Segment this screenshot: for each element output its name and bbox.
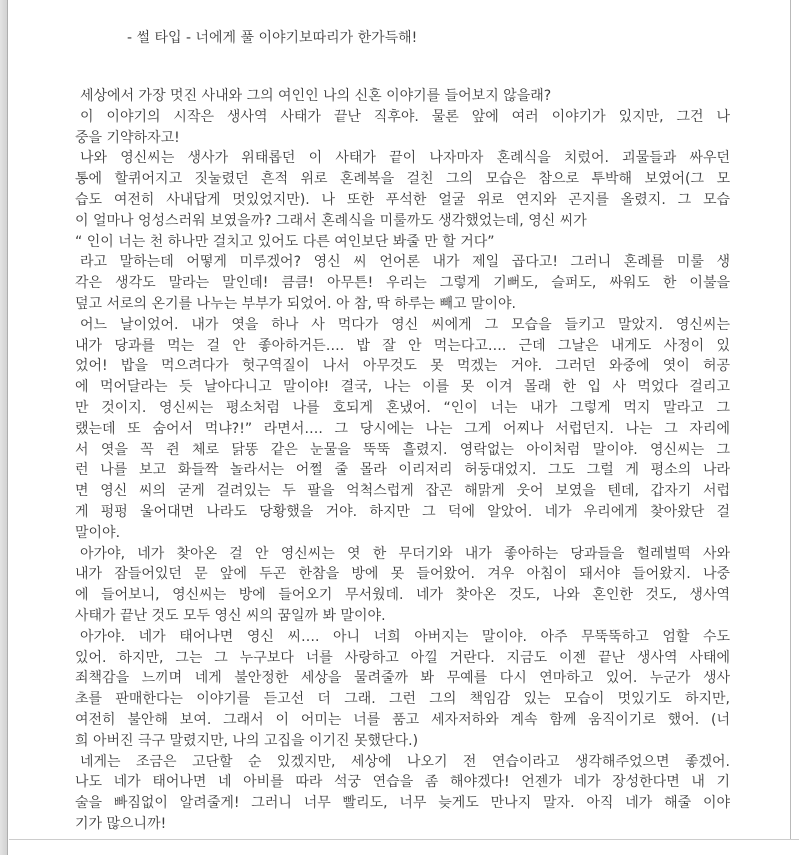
story-line: 사태가 끝난 것도 모두 영신 씨의 꿈일까 봐 말이야.	[75, 607, 386, 624]
page-right-border	[790, 0, 791, 840]
story-body	[75, 86, 730, 835]
story-line: 이 얼마나 엉성스러워 보였을까? 그래서 혼례식을 미룰까도 생각했었는데, 영신 씨가	[75, 212, 587, 229]
story-line: 초를 판매한다는 이야기를 듣고선 더 그래. 그런 그의 책임감 있는 모습이 멋있기도 하지만,	[75, 691, 730, 708]
story-line: 덮고 서로의 온기를 나누는 부부가 되었어. 아 참, 딱 하루는 빼고 말이야.	[75, 295, 516, 312]
story-line: 있어. 하지만, 그는 그 누구보다 너를 사랑하고 아낄 거란다. 지금도 이젠 끝난 생사역 사태에	[75, 649, 730, 666]
page-left-edge	[0, 0, 8, 855]
story-line: 에 들어보니, 영신씨는 방에 들어오기 무서웠데. 네가 찾아온 것도, 나와 혼인한 것도, 생사역	[75, 587, 730, 604]
story-line: 네게는 조금은 고단할 순 있겠지만, 세상에 나오기 전 연습이라고 생각해주었으면 좋겠어.	[80, 753, 730, 770]
story-line: 여전히 불안해 보여. 그래서 이 어미는 너를 품고 세자저하와 계속 함께 움직이기로 했어. (너	[75, 711, 730, 728]
story-line: 에 먹어달라는 듯 날아다니고 말이야! 결국, 나는 이를 못 이겨 몰래 한 입 사 먹었다 걸리고	[75, 379, 730, 396]
page-bottom-border	[9, 839, 799, 840]
story-line: 말이야.	[75, 524, 121, 541]
story-line: 만 것이지. 영신씨는 평소처럼 나를 호되게 혼냈어. “인이 너는 내가 그렇게 먹지 말라고 그	[75, 399, 730, 416]
story-line: 내가 당과를 먹는 걸 안 좋아하거든…. 밥 잘 안 먹는다고…. 근데 그날은 내게도 사정이 있	[75, 337, 730, 354]
story-line: 게 펑펑 울어대면 나라도 당황했을 거야. 하지만 그 덕에 알았어. 네가 우리에게 찾아왔단 걸	[75, 503, 730, 520]
story-line: 아가야. 네가 태어나면 영신 씨…. 아니 너희 아버지는 말이야. 아주 무뚝뚝하고 엄할 수도	[80, 628, 730, 645]
story-line: 서 엿을 꼭 쥔 체로 닭똥 같은 눈물을 뚝뚝 흘렸지. 영락없는 아이처럼 말이야. 영신씨는 그	[75, 441, 730, 458]
story-line: “ 인이 너는 천 하나만 걸치고 있어도 다른 여인보단 봐줄 만 할 거다”	[75, 233, 495, 250]
story-line: 각은 생각도 말라는 말인데! 큼큼! 아무튼! 우리는 그렇게 기뻐도, 슬퍼도, 싸워도 한 이불을	[75, 275, 730, 292]
story-line: 중을 기약하자고!	[75, 129, 180, 146]
story-line: 기가 많으니까!	[75, 815, 167, 832]
story-line: 었어! 밥을 먹으려다가 헛구역질이 나서 아무것도 못 먹겠는 거야. 그러던 와중에 엿이 허공	[75, 358, 730, 375]
story-title: - 썰 타입 - 너에게 풀 이야기보따리가 한가득해!	[127, 30, 418, 46]
story-line: 술을 빠짐없이 알려줄게! 그러니 너무 빨리도, 너무 늦게도 만나지 말자. 아직 네가 해줄 이야	[75, 795, 730, 812]
story-line: 나도 네가 태어나면 네 아비를 따라 석궁 연습을 좀 해야겠다! 언젠가 네가 장성한다면 내 기	[75, 774, 730, 791]
document-page	[75, 28, 730, 835]
story-line: 아가야, 네가 찾아온 걸 안 영신씨는 엿 한 무더기와 내가 좋아하는 당과들을 헐레벌떡 사와	[80, 545, 730, 562]
story-line: 내가 잠들어있던 문 앞에 두곤 한참을 방에 못 들어왔어. 겨우 아침이 돼서야 들어왔지. 나중	[75, 566, 730, 583]
story-line: 어느 날이었어. 내가 엿을 하나 사 먹다가 영신 씨에게 그 모습을 들키고 말았지. 영신씨는	[80, 316, 730, 333]
story-line: 랬는데 또 숨어서 먹냐?!” 라면서…. 그 당시에는 나는 그게 어찌나 서럽던지. 나는 그 자리에	[75, 420, 730, 437]
story-line: 나와 영신씨는 생사가 위태롭던 이 사태가 끝이 나자마자 혼례식을 치렀어. 괴물들과 싸우던	[80, 150, 730, 167]
story-line: 런 나를 보고 화들짝 놀라서는 어쩔 줄 몰라 이리저리 허둥대었지. 그도 그럴 게 평소의 나라	[75, 462, 730, 479]
story-line: 희 아버진 극구 말렸지만, 나의 고집을 이기진 못했단다.)	[75, 732, 419, 749]
story-line: 세상에서 가장 멋진 사내와 그의 여인인 나의 신혼 이야기를 들어보지 않을래?	[80, 88, 552, 104]
story-line: 통에 할퀴어지고 짓눌렸던 흔적 위로 혼례복을 걸친 그의 모습은 참으로 투박해 보였어(그 모	[75, 171, 730, 188]
story-line: 라고 말하는데 어떻게 미루겠어? 영신 씨 언어론 내가 제일 곱다고! 그러니 혼례를 미룰 생	[80, 254, 730, 271]
story-line: 죄책감을 느끼며 네게 불안정한 세상을 물려줄까 봐 무예를 다시 연마하고 있어. 누군가 생사	[75, 670, 730, 687]
story-line: 습도 여전히 사내답게 멋있었지만). 나 또한 푸석한 얼굴 위로 연지와 곤지를 올렸지. 그 모습	[75, 191, 730, 208]
story-line: 이 이야기의 시작은 생사역 사태가 끝난 직후야. 물론 앞에 여러 이야기가 있지만, 그건 나	[80, 108, 730, 125]
story-line: 면 영신 씨의 굳게 걸려있는 두 팔을 억척스럽게 잡곤 해맑게 웃어 보였을 텐데, 갑자기 서럽	[75, 483, 730, 500]
